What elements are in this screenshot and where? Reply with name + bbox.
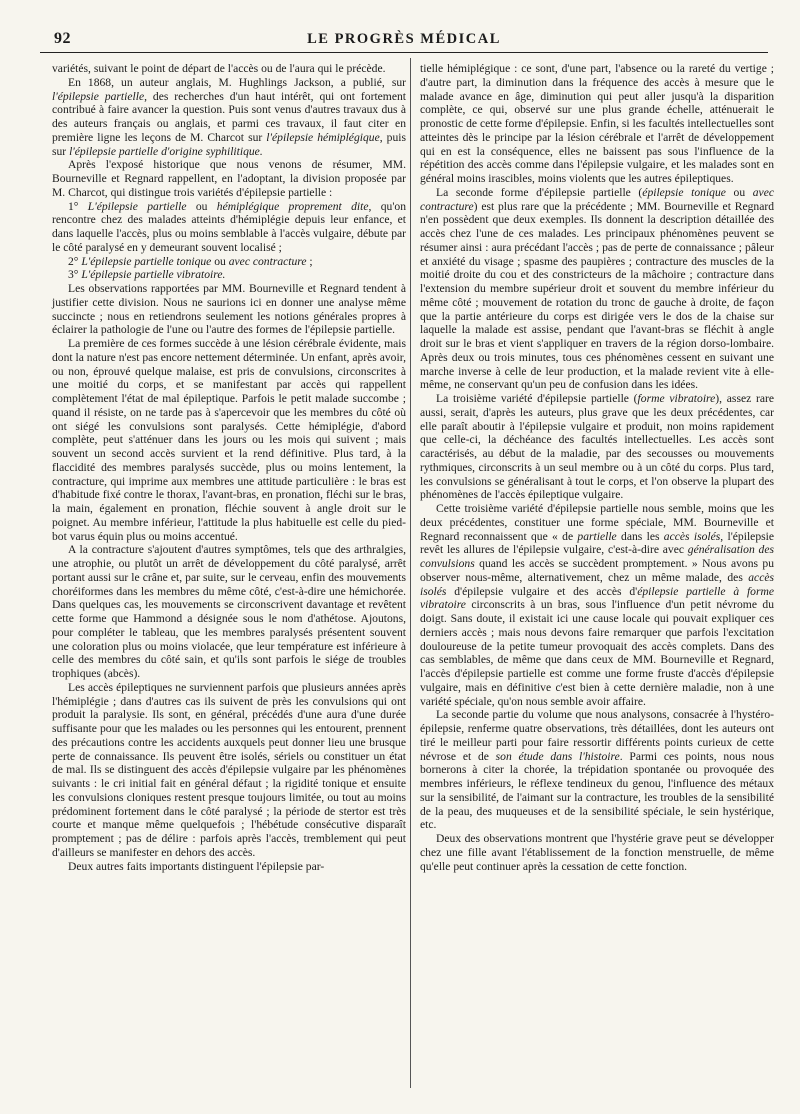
text-run: quand les accès se succèdent promptement. » Nous avons pu observer nous-même, alternativement, chez un même malade, des [420,557,774,584]
text-run: d'épilepsie vulgaire et des accès d' [446,584,638,598]
text-run: , puis sur [52,130,406,158]
text-run: La seconde forme d'épilepsie partielle ( [436,185,643,199]
italic-term: l'épilepsie hémiplégique [266,130,380,144]
italic-term: partielle [577,529,617,543]
paragraph: variétés, suivant le point de départ de l'accès ou de l'aura qui le précède. [52,62,386,75]
italic-term: accès isolés [420,570,774,598]
text-run: circonscrits à un bras, sous l'influence d'un petit névrome du doigt. Sans doute, il existait ici une cause locale qui pouvait expliquer ces derniers accès ; mais nous devons faire remarquer que parfois l'excitation douloureuse de la petite tumeur provoquait des accès complets. Dans des cas semblables, de même que dans ceux de MM. Bourneville et Regnard, l'accès d'épilepsie partielle est comme une forme fruste d'accès d'épilepsie vulgaire, mais en définitive c'est bien à cette dernière maladie, non à une variété spéciale, qu'on nous semble avoir affaire. [420,598,774,708]
paragraph [52,76,406,159]
list-number: 3° [68,268,82,282]
italic-term: accès isolés [663,529,721,543]
list-item [52,255,406,269]
italic-term: l'épilepsie partielle [52,89,145,103]
column-divider [410,58,411,1088]
text-run: ), assez rare aussi, serait, d'après les auteurs, plus grave que les deux précédentes, car elle paraît aboutir à l'épilepsie vulgaire et produit, non moins rapidement que celle-ci, la déchéance des facultés intellectuelles. Les accès sont caractérisés, au début de la maladie, par des secousses ou mouvements rythmiques, circonscrits à un seul membre ou à un côté du corps. Plus tard, les convulsions se généralisant à tout le corps, et l'on observe la plupart des phénomènes de l'accès épileptique vulgaire. [420,392,774,502]
list-number: 2° [68,254,82,268]
text-run: La seconde partie du volume que nous analysons, consacrée à l'hystéro-épilepsie, renferme quatre observations, très détaillées, dont les auteurs ont tiré le meilleur parti pour faire ressortir différents points curieux de cette névrose et de [420,708,774,763]
paragraph [420,708,774,832]
right-column [420,62,774,873]
italic-term: forme vibratoire [637,392,716,405]
paragraph [420,502,774,708]
page-number: 92 [54,30,71,47]
italic-term: L'épilepsie partielle [87,199,187,213]
italic-term: son étude dans l'histoire [495,749,620,763]
text-run: La troisième variété d'épilepsie partielle ( [436,392,638,405]
italic-term: avec contracture [420,185,774,213]
italic-term: épilepsie partielle à forme vibratoire [420,584,774,612]
paragraph: Les accès épileptiques ne surviennent parfois que plusieurs années après l'hémiplégie ; dans d'autres cas ils suivent de près les convulsions qui ont produit la paralysie. Ils sont, en général, précédés d'une aura d'une durée suffisante pour que les malades ou les personnes qui les entourent, prennent des précautions contre les accidents auxquels peut donner lieu une brusque perte de connaissance. Ils peuvent être isolés, sériels ou constituer un état de mal. Ils se distinguent des accès d'épilepsie vulgaire par les phénomènes suivants : le cri initial fait en général défaut ; la rigidité tonique et ensuite les convulsions cloniques restent presque toujours limitée, ou tout au moins prédominent fortement dans le côté paralysé ; la période de stertor est très courte et manque même quelquefois ; l'hébétude consécutive disparaît promptement ; pas de délire : parfois après l'accès, tremblement qui peut d'ailleurs se manifester en dehors des accès. [52,680,406,859]
text-run: En 1868, un auteur anglais, M. Hughlings Jackson, a publié, sur [68,75,406,89]
text-run: ou [725,185,753,199]
text-run: Cette troisième variété d'épilepsie partielle nous semble, moins que les deux précédentes, constituer une forme spéciale, MM. Bourneville et Regnard reconnaissent que « de [420,502,774,543]
paragraph: Les observations rapportées par MM. Bourneville et Regnard tendent à justifier cette division. Nous ne saurions ici en donner une analyse même succincte ; nous en retiendrons seulement les notions générales propres à éclairer la pathologie de l'une ou l'autre des formes de l'épilepsie partielle. [52,282,406,337]
list-item [52,200,406,255]
text-run: , l'épilepsie revêt les allures de l'épilepsie vulgaire, c'est-à-dire avec [420,529,774,557]
italic-term: avec contracture [228,254,307,268]
journal-title: LE PROGRÈS MÉDICAL [307,31,501,47]
paragraph [420,392,774,502]
paragraph [420,186,774,392]
text-run: ou [186,199,217,213]
italic-term: l'épilepsie partielle d'origine syphilitique. [69,144,263,158]
paragraph: La première de ces formes succède à une lésion cérébrale évidente, mais dont la nature n'est pas encore nettement déterminée. Un enfant, après avoir, ou non, éprouvé quelque malaise, est pris de convulsions, circonscrites à une moitié du corps, et se manifestant par accès qui rappellent complètement l'état de mal épileptique. Parfois le petit malade succombe ; quand il résiste, on ne tarde pas à s'apercevoir que les membres du côté où ont siégé les convulsions sont paralysés. Cette hémiplégie, d'abord complète, peut s'atténuer dans les jours ou les mois qui suivent ; mais souvent un second accès survient et la rend définitive. Plus tard, à la flaccidité des membres paralysés succède, plus ou moins lentement, la contracture, qui imprime aux membres une attitude particulière : le bras est d'habitude fixé contre le thorax, l'avant-bras, en pronation, fléchi sur le bras, la main, également en pronation, fléchie souvent à angle droit sur le poignet. Au membre inférieur, l'attitude la plus habituelle est celle du pied-bot varus équin plus ou moins accentué. [52,337,406,543]
text-run: , des recherches d'un haut intérêt, qui ont fortement contribué à faire avancer la question. Puis sont venus d'autres travaux dus à des auteurs français ou anglais, et parmi ces travaux, il faut citer en première ligne les leçons de M. Charcot sur [52,89,406,144]
paragraph: Après l'exposé historique que nous venons de résumer, MM. Bourneville et Regnard rappellent, en l'adoptant, la division proposée par M. Charcot, qui distingue trois variétés d'épilepsie partielle : [52,158,406,199]
text-run: , qu'on rencontre chez des malades atteints d'hémiplégie depuis leur enfance, et dans laquelle l'accès, plus ou moins semblable à l'accès vulgaire, débute par le côté paralysé en y demeurant souvent localisé ; [52,199,406,254]
text-run: . Parmi ces points, nous nous bornerons à citer la chorée, la trépidation spontanée ou provoquée des membres inférieurs, le réflexe tendineux du genou, l'influence des métaux sur la sensibilité, de l'aimant sur la contracture, les troubles de la sensibilité de la peau, des muqueuses et de la sensibilité spéciale, le sein hystérique, etc. [420,749,774,832]
text-run: ; [306,254,313,268]
paragraph: Deux autres faits importants distinguent l'épilepsie par- [68,859,325,873]
page-header [40,28,768,53]
italic-term: hémiplégique proprement dite [216,199,369,213]
italic-term: généralisation des convulsions [420,543,774,570]
italic-term: épilepsie tonique [642,185,726,199]
text-run: ) est plus rare que la précédente ; MM. Bourneville et Regnard n'en possèdent que deux exemples. Ils donnent la description détaillée des accès chez l'une de ces malades. Les principaux phénomènes peuvent se résumer ainsi : aura précédant l'accès ; pas de perte de connaissance ; pâleur et anxiété du visage ; spasme des paupières ; contracture des muscles de la moitié droite du cou et des constricteurs de la mâchoire ; contracture dans l'extension du membre supérieur droit et souvent du membre inférieur du même côté ; mouvement de rotation du tronc de gauche à droite, de façon que la partie antérieure du corps est dirigée vers le dos de la chaise sur laquelle la malade est assise, pendant que l'avant-bras se fléchit à angle droit sur le bras et vient s'appliquer en travers de la région dorso-lombaire. Après deux ou trois minutes, tous ces phénomènes cessent en suivant une marche inverse à celle de leur production, et la malade revient vite à elle-même, ne conservant qu'un peu de confusion dans les idées. [420,199,774,392]
paragraph: A la contracture s'ajoutent d'autres symptômes, tels que des arthralgies, une atrophie, ou plutôt un arrêt de développement du côté paralysé, arrêt portant aussi sur le crâne et, par suite, sur le cerveau, enfin des mouvements choréiformes dans les membres du même côté, c'est-à-dire une hémichorée. Dans quelques cas, les mouvements se circonscrivent davantage et revêtent cette forme que Hammond a désignée sous le nom d'athétose. Ajoutons, pour compléter le tableau, que les membres paralysés présentent souvent une coloration plus ou moins violacée, que leur température est inférieure à celle des membres du côté sain, et qu'ils sont parfois le siége de troubles trophiques (abcès). [52,543,406,680]
paragraph: Deux des observations montrent que l'hystérie grave peut se développer chez une fille avant l'établissement de la fonction menstruelle, de même qu'elle peut continuer après la cessation de cette fonction. [420,832,774,873]
paragraph: tielle hémiplégique : ce sont, d'une part, l'absence ou la rareté du vertige ; d'autre part, la diminution dans la fréquence des accès à mesure que le malade avance en âge, diminution qui peut aller jusqu'à la disparition complète, ce qui, observé sur une plus grande échelle, atténuerait le pronostic de cette forme d'épilepsie. Enfin, si les facultés intellectuelles sont atteintes dès le principe par la lésion cérébrale et l'arrêt de développement qui en est la conséquence, elles ne baissent pas sous l'influence de la répétition des accès comme dans l'épilepsie vulgaire, et les malades sont en général moins irascibles, moins violents que les autres épileptiques. [420,62,774,185]
list-item [52,268,406,282]
italic-term: L'épilepsie partielle tonique [81,254,212,268]
left-column [52,62,406,873]
list-number: 1° [68,199,88,213]
italic-term: L'épilepsie partielle vibratoire. [81,268,226,282]
text-run: dans les [616,529,664,543]
text-run: ou [211,254,229,268]
